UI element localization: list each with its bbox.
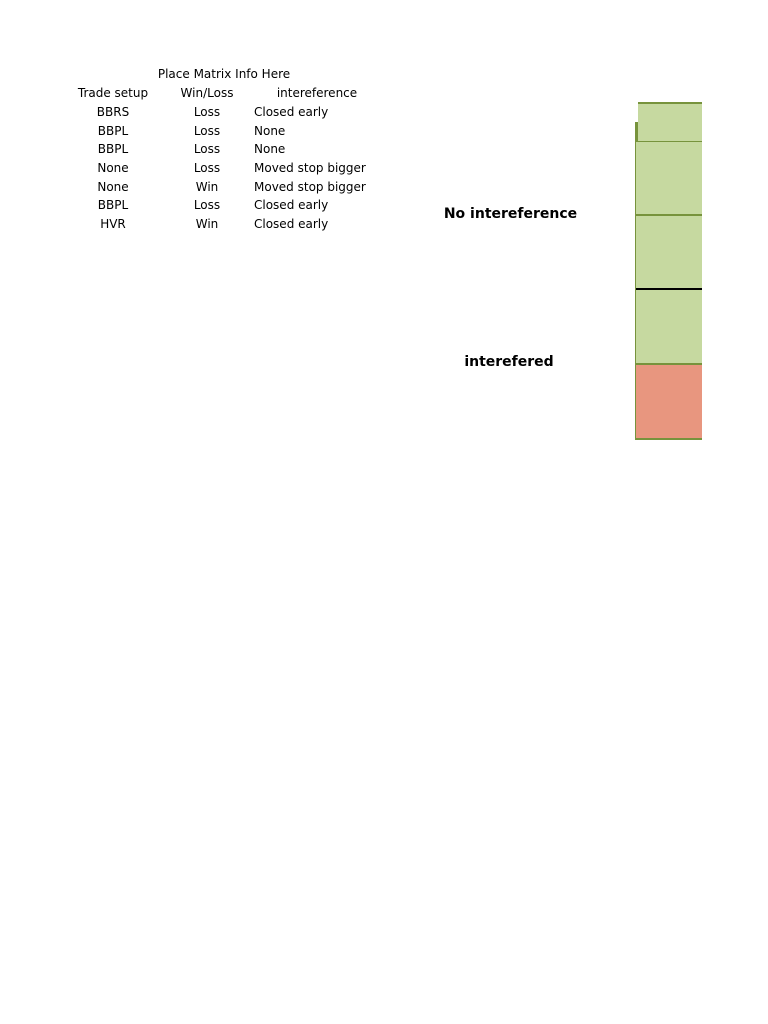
header-interference: intereference bbox=[276, 86, 358, 100]
cell-interference: Closed early bbox=[254, 105, 329, 119]
table-row bbox=[0, 104, 400, 123]
table-row bbox=[0, 123, 400, 142]
table-row bbox=[0, 216, 400, 235]
cell-result: Loss bbox=[193, 142, 221, 157]
cell-result: Loss bbox=[193, 105, 221, 119]
interfered-label: interefered bbox=[464, 354, 554, 370]
cell-setup: BBRS bbox=[96, 105, 130, 119]
table-row bbox=[0, 141, 400, 160]
table-row bbox=[0, 160, 400, 179]
green-block-top bbox=[638, 102, 702, 142]
cell-setup: BBPL bbox=[97, 123, 129, 138]
no-interference-label: No intereference bbox=[443, 206, 578, 222]
cell-interference: Moved stop bigger bbox=[254, 161, 366, 176]
cell-interference: Moved stop bigger bbox=[254, 179, 366, 194]
cell-interference: None bbox=[254, 142, 286, 157]
cell-setup: BBPL bbox=[97, 198, 129, 213]
matrix-title: Place Matrix Info Here bbox=[157, 67, 291, 81]
cell-setup: None bbox=[97, 161, 129, 176]
cell-result: Win bbox=[195, 217, 219, 232]
cell-result: Loss bbox=[193, 198, 221, 213]
green-block bbox=[636, 142, 702, 216]
green-block bbox=[636, 216, 702, 290]
cell-result: Loss bbox=[193, 123, 221, 138]
red-block bbox=[636, 365, 702, 440]
cell-setup: None bbox=[97, 179, 129, 194]
cell-setup: BBPL bbox=[97, 142, 129, 157]
cell-interference: Closed early bbox=[254, 217, 329, 232]
header-trade-setup: Trade setup bbox=[77, 86, 149, 100]
table-row bbox=[0, 179, 400, 198]
cell-result: Loss bbox=[193, 161, 221, 176]
header-win-loss: Win/Loss bbox=[180, 86, 234, 100]
cell-setup: HVR bbox=[100, 217, 126, 232]
trade-table bbox=[0, 104, 400, 235]
green-block bbox=[636, 290, 702, 365]
cell-interference: Closed early bbox=[254, 198, 329, 213]
cell-result: Win bbox=[195, 179, 219, 194]
table-row bbox=[0, 197, 400, 216]
cell-interference: None bbox=[254, 123, 286, 138]
